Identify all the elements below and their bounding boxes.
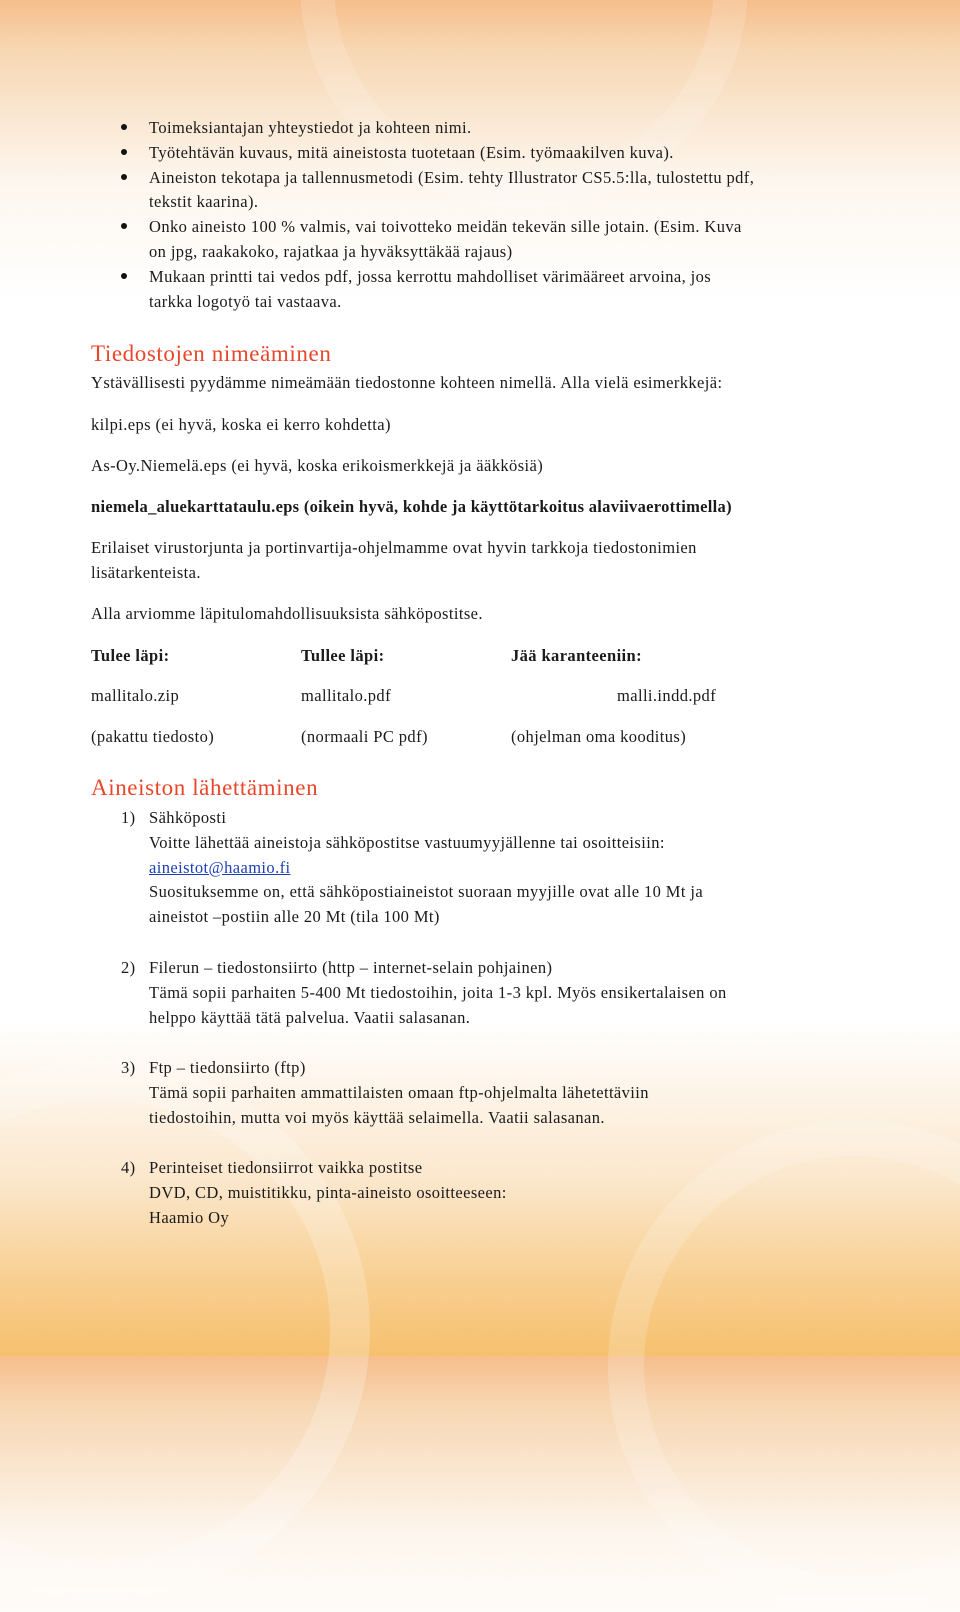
item-text: Tämä sopii parhaiten 5-400 Mt tiedostoihin, joita 1-3 kpl. Myös ensikertalaisen on — [149, 983, 727, 1002]
list-item: Toimeksiantajan yhteystiedot ja kohteen nimi. — [149, 118, 472, 137]
item-number: 4) — [121, 1158, 136, 1177]
list-item-continuation: tekstit kaarina). — [149, 192, 259, 211]
section-heading-sending: Aineiston lähettäminen — [91, 775, 319, 800]
bullet-icon — [121, 124, 127, 130]
naming-intro: Ystävällisesti pyydämme nimeämään tiedostonne kohteen nimellä. Alla vielä esimerkkejä: — [91, 373, 723, 392]
virus-note-line-2: lisätarkenteista. — [91, 563, 201, 582]
item-number: 2) — [121, 958, 136, 977]
list-item-continuation: tarkka logotyö tai vastaava. — [149, 292, 342, 311]
item-text: aineistot –postiin alle 20 Mt (tila 100 Mt) — [149, 907, 440, 926]
column-note-passes: (pakattu tiedosto) — [91, 727, 215, 746]
section-heading-naming: Tiedostojen nimeäminen — [91, 341, 332, 366]
item-text: DVD, CD, muistitikku, pinta-aineisto osoitteeseen: — [149, 1183, 507, 1202]
column-header-likely-passes: Tullee läpi: — [301, 646, 385, 665]
list-item: Aineiston tekotapa ja tallennusmetodi (Esim. tehty Illustrator CS5.5:lla, tulostettu pdf, — [149, 168, 755, 187]
column-file-passes: mallitalo.zip — [91, 686, 180, 705]
naming-example-1: kilpi.eps (ei hyvä, koska ei kerro kohdetta) — [91, 415, 391, 434]
list-item: Työtehtävän kuvaus, mitä aineistosta tuotetaan (Esim. työmaakilven kuva). — [149, 143, 674, 162]
email-link[interactable]: aineistot@haamio.fi — [149, 858, 291, 877]
bullet-icon — [121, 273, 127, 279]
item-title-post: Perinteiset tiedonsiirrot vaikka postitse — [149, 1158, 423, 1177]
bullet-icon — [121, 149, 127, 155]
list-item: Onko aineisto 100 % valmis, vai toivotteko meidän tekevän sille jotain. (Esim. Kuva — [149, 217, 742, 236]
item-title-ftp: Ftp – tiedonsiirto (ftp) — [149, 1058, 306, 1077]
naming-example-3: niemela_aluekarttataulu.eps (oikein hyvä, kohde ja käyttötarkoitus alaviivaerottimella) — [91, 497, 732, 516]
item-text: Haamio Oy — [149, 1208, 230, 1227]
bullet-icon — [121, 223, 127, 229]
column-file-quarantine: malli.indd.pdf — [617, 686, 717, 705]
list-item: Mukaan printti tai vedos pdf, jossa kerrottu mahdolliset värimääreet arvoina, jos — [149, 267, 712, 286]
naming-example-2: As-Oy.Niemelä.eps (ei hyvä, koska erikoismerkkejä ja ääkkösiä) — [91, 456, 544, 475]
bullet-icon — [121, 174, 127, 180]
list-item-continuation: on jpg, raakakoko, rajatkaa ja hyväksyttäkää rajaus) — [149, 242, 513, 261]
item-title-email: Sähköposti — [149, 808, 227, 827]
item-text: Tämä sopii parhaiten ammattilaisten omaan ftp-ohjelmalta lähetettäviin — [149, 1083, 649, 1102]
column-note-likely-passes: (normaali PC pdf) — [301, 727, 428, 746]
item-text: Suosituksemme on, että sähköpostiaineistot suoraan myyjille ovat alle 10 Mt ja — [149, 882, 704, 901]
item-title-filerun: Filerun – tiedostonsiirto (http – internet-selain pohjainen) — [149, 958, 553, 977]
item-text: tiedostoihin, mutta voi myös käyttää selaimella. Vaatii salasanan. — [149, 1108, 605, 1127]
column-note-quarantine: (ohjelman oma kooditus) — [511, 727, 687, 746]
column-header-passes: Tulee läpi: — [91, 646, 170, 665]
item-text: Voitte lähettää aineistoja sähköpostitse vastuumyyjällenne tai osoitteisiin: — [149, 833, 665, 852]
item-text: helppo käyttää tätä palvelua. Vaatii salasanan. — [149, 1008, 471, 1027]
item-number: 3) — [121, 1058, 136, 1077]
virus-note-line-1: Erilaiset virustorjunta ja portinvartija-ohjelmamme ovat hyvin tarkkoja tiedostonimien — [91, 538, 697, 557]
item-number: 1) — [121, 808, 136, 827]
column-header-quarantine: Jää karanteeniin: — [511, 646, 643, 665]
delivery-estimate-intro: Alla arviomme läpitulomahdollisuuksista sähköpostitse. — [91, 604, 483, 623]
column-file-likely-passes: mallitalo.pdf — [301, 686, 391, 705]
